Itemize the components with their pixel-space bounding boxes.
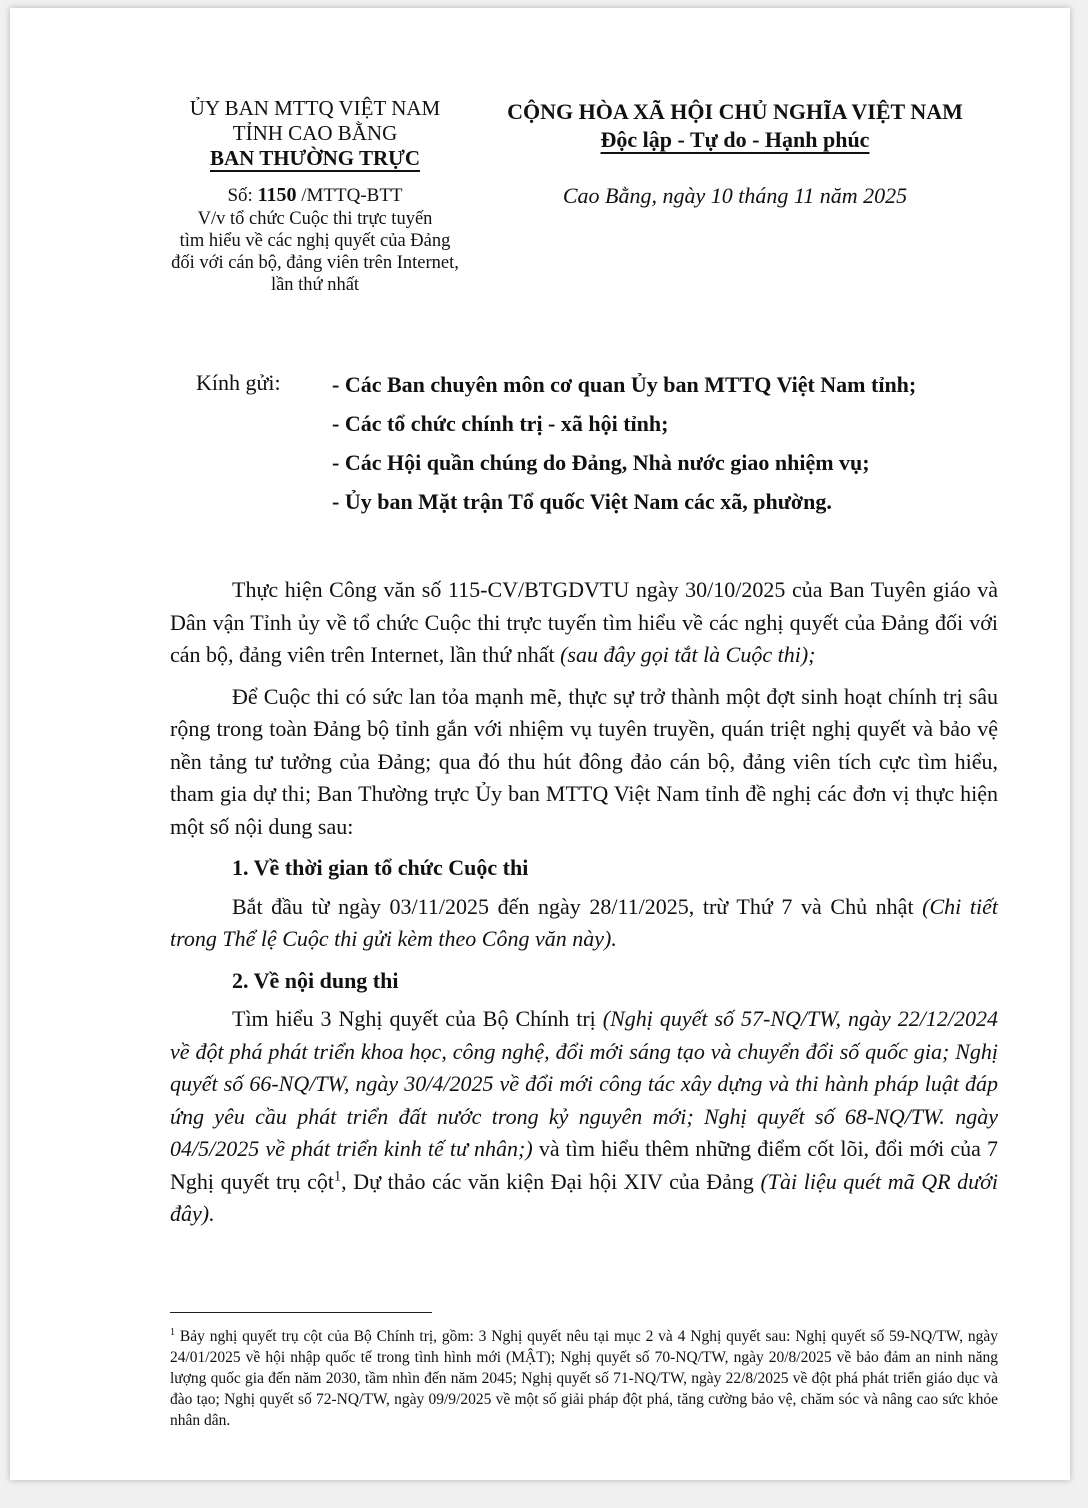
section-heading-1: 1. Về thời gian tổ chức Cuộc thi [232,855,529,880]
document-number: Số: 1150 /MTTQ-BTT [227,184,403,206]
document-date: Cao Bằng, ngày 10 tháng 11 năm 2025 [562,183,908,208]
org-name-line3: BAN THƯỜNG TRỰC [209,146,421,170]
footnote-separator [170,1312,432,1313]
national-motto: Độc lập - Tự do - Hạnh phúc [600,127,870,152]
document-subject: V/v tổ chức Cuộc thi trực tuyến tìm hiểu về các nghị quyết của Đảng đối với cán bộ, đảng viên trên Internet, lần thứ nhất [171,209,459,295]
document-body [170,574,998,1240]
recipient-item: - Các Hội quần chúng do Đảng, Nhà nước giao nhiệm vụ; [332,450,870,475]
recipients-list [332,370,1042,526]
document-page [10,8,1070,1480]
recipient-item: - Ủy ban Mặt trận Tổ quốc Việt Nam các xã, phường. [332,489,832,514]
footnote-reference: 1 [333,1168,342,1185]
paragraph-3: Bắt đầu từ ngày 03/11/2025 đến ngày 28/11/2025, trừ Thứ 7 và Chủ nhật (Chi tiết trong Thể lệ Cuộc thi gửi kèm theo Công văn này). [170,893,998,951]
org-name-line2: TỈNH CAO BẰNG [232,121,398,145]
paragraph-1: Thực hiện Công văn số 115-CV/BTGDVTU ngày 30/10/2025 của Ban Tuyên giáo và Dân vận Tỉnh ủy về tổ chức Cuộc thi trực tuyến tìm hiểu về các nghị quyết của Đảng đối với cán bộ, đảng viên trên Internet, lần thứ nhất (sau đây gọi tắt là Cuộc thi); [170,577,998,667]
recipients-label: Kính gửi: [196,370,281,395]
paragraph-4: Tìm hiểu 3 Nghị quyết của Bộ Chính trị (Nghị quyết số 57-NQ/TW, ngày 22/12/2024 về đột phá phát triển khoa học, công nghệ, đổi mới sáng tạo và chuyển đổi số quốc gia; Nghị quyết số 66-NQ/TW, ngày 30/4/2025 về đổi mới công tác xây dựng và thi hành pháp luật đáp ứng yêu cầu phát triển đất nước trong kỷ nguyên mới; Nghị quyết số 68-NQ/TW. ngày 04/5/2025 về phát triển kinh tế tư nhân;) và tìm hiểu thêm những điểm cốt lõi, đổi mới của 7 Nghị quyết trụ cột$^1$, Dự thảo các văn kiện Đại hội XIV của Đảng (Tài liệu quét mã QR dưới đây). [170,1006,998,1226]
section-heading-2: 2. Về nội dung thi [232,967,399,993]
issuing-authority-block [150,96,480,296]
footnote-marker: 1 [170,1326,176,1338]
national-header-block [505,98,965,210]
country-name: CỘNG HÒA XÃ HỘI CHỦ NGHĨA VIỆT NAM [507,99,963,124]
recipient-item: - Các tổ chức chính trị - xã hội tỉnh; [332,411,669,436]
footnote: $^1$ Bảy nghị quyết trụ cột của Bộ Chính trị, gồm: 3 Nghị quyết nêu tại mục 2 và 4 Nghị quyết sau: Nghị quyết số 59-NQ/TW, ngày 24/01/2025 về hội nhập quốc tế trong tình hình mới (MẬT); Nghị quyết số 70-NQ/TW, ngày 20/8/2025 về bảo đảm an ninh năng lượng quốc gia đến năm 2030, tầm nhìn đến năm 2045; Nghị quyết số 71-NQ/TW, ngày 22/8/2025 về đột phá phát triển giáo dục và đào tạo; Nghị quyết số 72-NQ/TW, ngày 09/9/2025 về một số giải pháp đột phá, tăng cường bảo vệ, chăm sóc và nâng cao sức khỏe nhân dân. [170,1326,998,1429]
org-name-line1: ỦY BAN MTTQ VIỆT NAM [189,96,441,120]
paragraph-2: Để Cuộc thi có sức lan tỏa mạnh mẽ, thực sự trở thành một đợt sinh hoạt chính trị sâu rộng trong toàn Đảng bộ tỉnh gắn với nhiệm vụ tuyên truyền, quán triệt nghị quyết và bảo vệ nền tảng tư tưởng của Đảng; qua đó thu hút đông đảo cán bộ, đảng viên tích cực tìm hiểu, tham gia dự thi; Ban Thường trực Ủy ban MTTQ Việt Nam tỉnh đề nghị các đơn vị thực hiện một số nội dung sau: [170,683,998,839]
recipient-item: - Các Ban chuyên môn cơ quan Ủy ban MTTQ Việt Nam tỉnh; [332,372,917,397]
